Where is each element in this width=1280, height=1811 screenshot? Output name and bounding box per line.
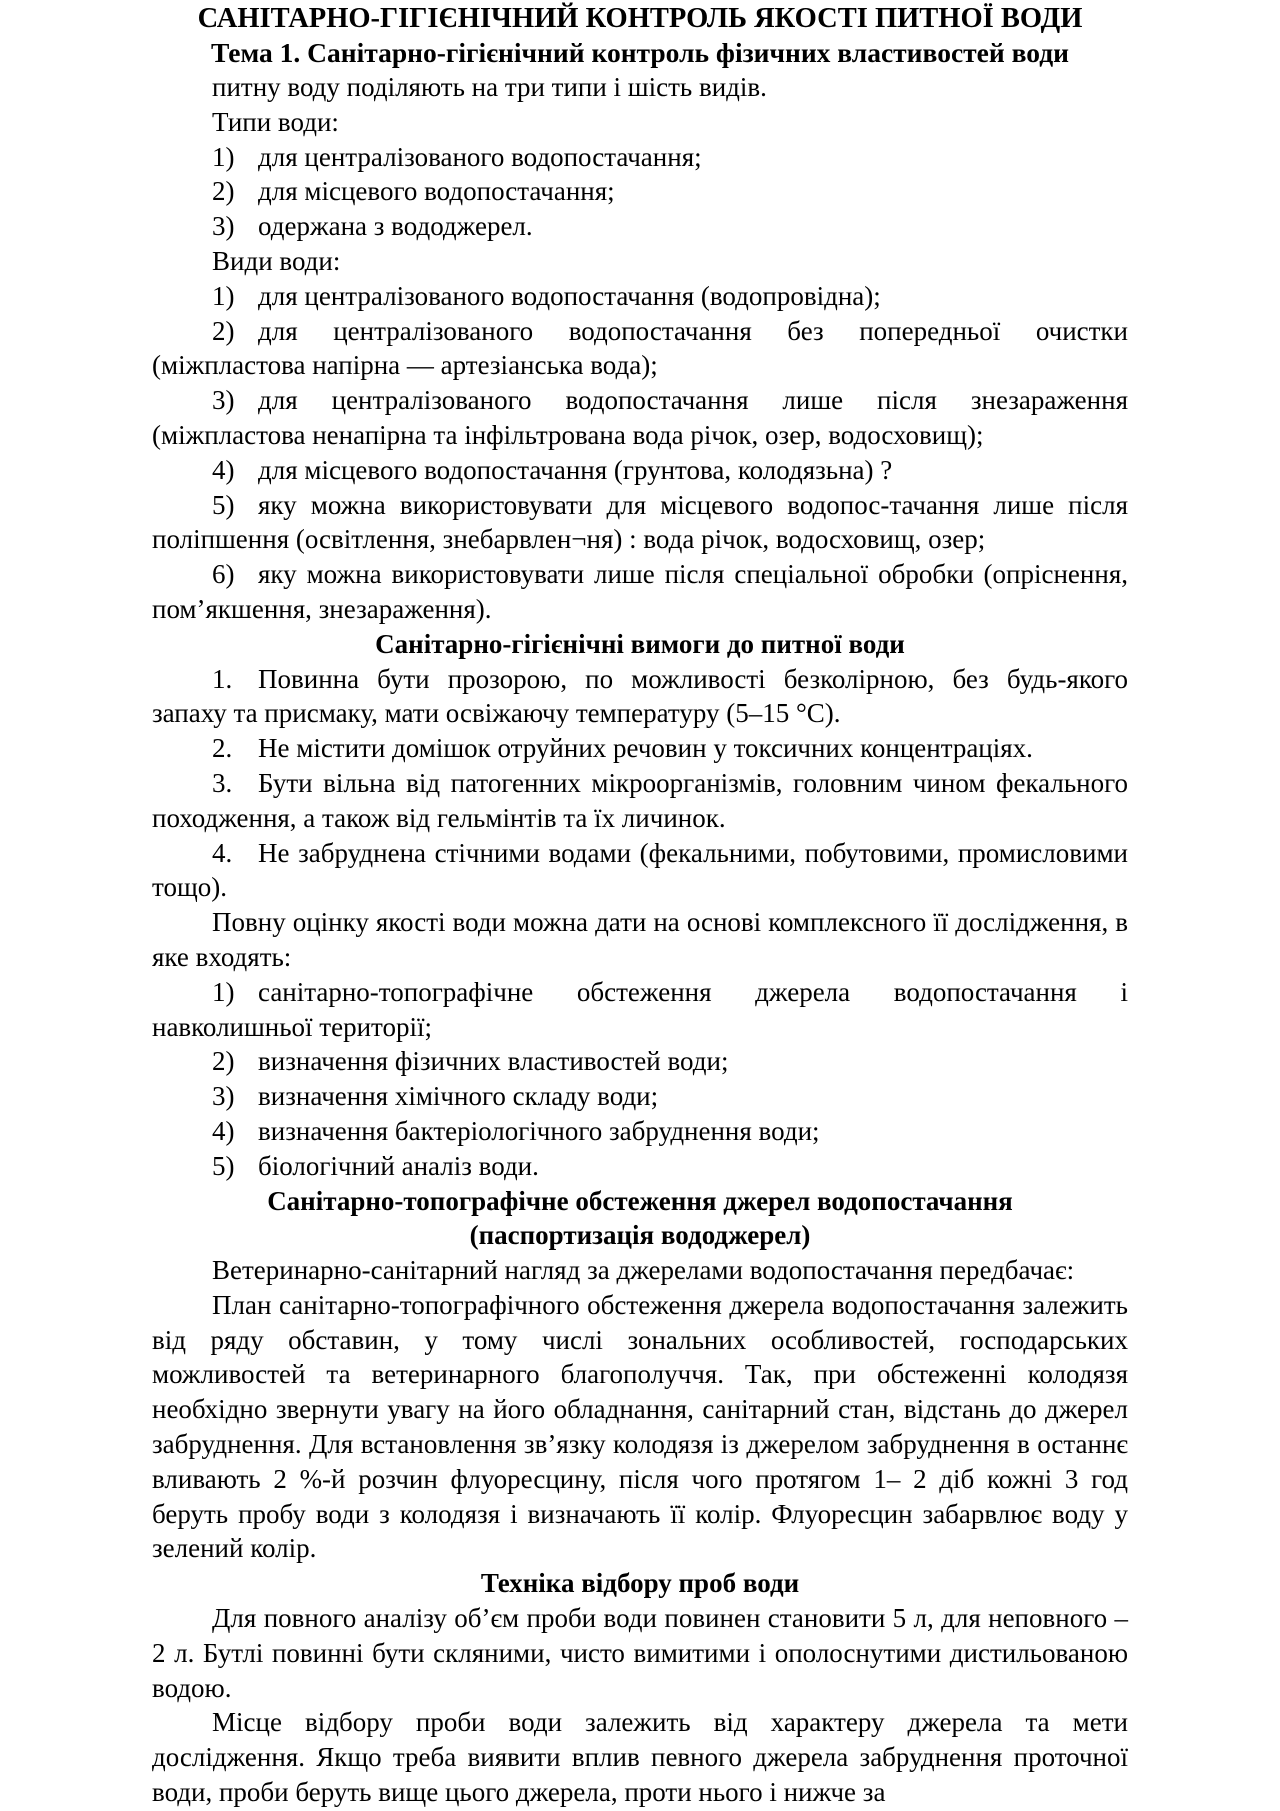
paragraph: Місце відбору проби води залежить від характеру джерела та мети дослідження. Якщо треба виявити вплив певного джерела забруднення проточної води, проби беруть вище цього джерела, проти нього і нижче за [152,1707,1128,1808]
list-item: 4. Не забруднена стічними водами (фекальними, побутовими, промисловими тощо). [152,837,1128,903]
section-heading-topography-sub: (паспортизація вододжерел) [469,1220,811,1251]
list-item: 5) яку можна використовувати для місцевого водопос-тачання лише після поліпшення (освітлення, знебарвлен¬ня) : вода річок, водосховищ, озер; [152,489,1128,555]
section-heading-sampling: Техніка відбору проб води [480,1568,800,1599]
list-item: 4) визначення бактеріологічного забруднення води; [212,1115,820,1146]
kinds-heading: Види води: [212,245,341,276]
list-item: 2) для місцевого водопостачання; [212,176,615,207]
document-title: САНІТАРНО-ГІГІЄНІЧНИЙ КОНТРОЛЬ ЯКОСТІ ПИТНОЇ ВОДИ [197,3,1083,34]
list-item: 3) для централізованого водопостачання лише після знезараження (міжпластова ненапірна та інфільтрована вода річок, озер, водосховищ); [152,385,1128,450]
intro-paragraph: питну воду поділяють на три типи і шість видів. [212,72,767,102]
types-heading: Типи води: [212,106,339,137]
list-item: 1. Повинна бути прозорою, по можливості безколірною, без будь-якого запаху та присмаку, мати освіжаючу температуру (5–15 °С). [152,663,1128,729]
list-item: 1) санітарно-топографічне обстеження джерела водопостачання і навколишньої території; [152,976,1128,1042]
list-item: 2) визначення фізичних властивостей води; [212,1046,729,1077]
list-item: 2) для централізованого водопостачання без попередньої очистки (міжпластова напірна — артезіанська вода); [152,315,1128,381]
list-item: 1) для централізованого водопостачання; [212,141,702,172]
list-item: 2. Не містити домішок отруйних речовин у токсичних концентраціях. [212,733,1033,764]
section-heading-topography: Санітарно-топографічне обстеження джерел водопостачання [267,1185,1013,1216]
paragraph: Для повного аналізу об’єм проби води повинен становити 5 л, для неповного – 2 л. Бутлі повинні бути скляними, чисто вимитими і ополоснутими дистильованою водою. [152,1603,1128,1703]
list-item: 1) для централізованого водопостачання (водопровідна); [212,280,881,311]
assessment-intro: Повну оцінку якості води можна дати на основі комплексного її дослідження, в яке входять: [152,907,1128,972]
list-item: 4) для місцевого водопостачання (грунтова, колодязьна) ? [212,454,893,485]
list-item: 3) визначення хімічного складу води; [212,1081,659,1112]
section-heading-requirements: Санітарно-гігієнічні вимоги до питної води [375,628,905,659]
list-item: 6) яку можна використовувати лише після спеціальної обробки (опріснення, пом’якшення, знезараження). [152,559,1128,624]
paragraph: План санітарно-топографічного обстеження джерела водопостачання залежить від ряду обставин, у тому числі зональних особливостей, господарських можливостей та ветеринарного благополуччя. Так, при обстеженні колодязя необхідно звернути увагу на його обладнання, санітарний стан, відстань до джерел забруднення. Для встановлення зв’язку колодязя із джерелом забруднення в останнє вливають 2 %-й розчин флуоресцину, після чого протягом 1– 2 діб кожні 3 год беруть пробу води з колодязя і визначають її колір. Флуоресцин забарвлює воду у зелений колір. [152,1289,1128,1564]
list-item: 3) одержана з вододжерел. [212,211,533,242]
paragraph: Ветеринарно-санітарний нагляд за джерелами водопостачання передбачає: [212,1255,1075,1286]
list-item: 3. Бути вільна від патогенних мікроорганізмів, головним чином фекального походження, а також від гельмінтів та їх личинок. [152,767,1128,833]
topic-title: Тема 1. Санітарно-гігієнічний контроль фізичних властивостей води [211,37,1069,68]
list-item: 5) біологічний аналіз води. [212,1150,539,1181]
